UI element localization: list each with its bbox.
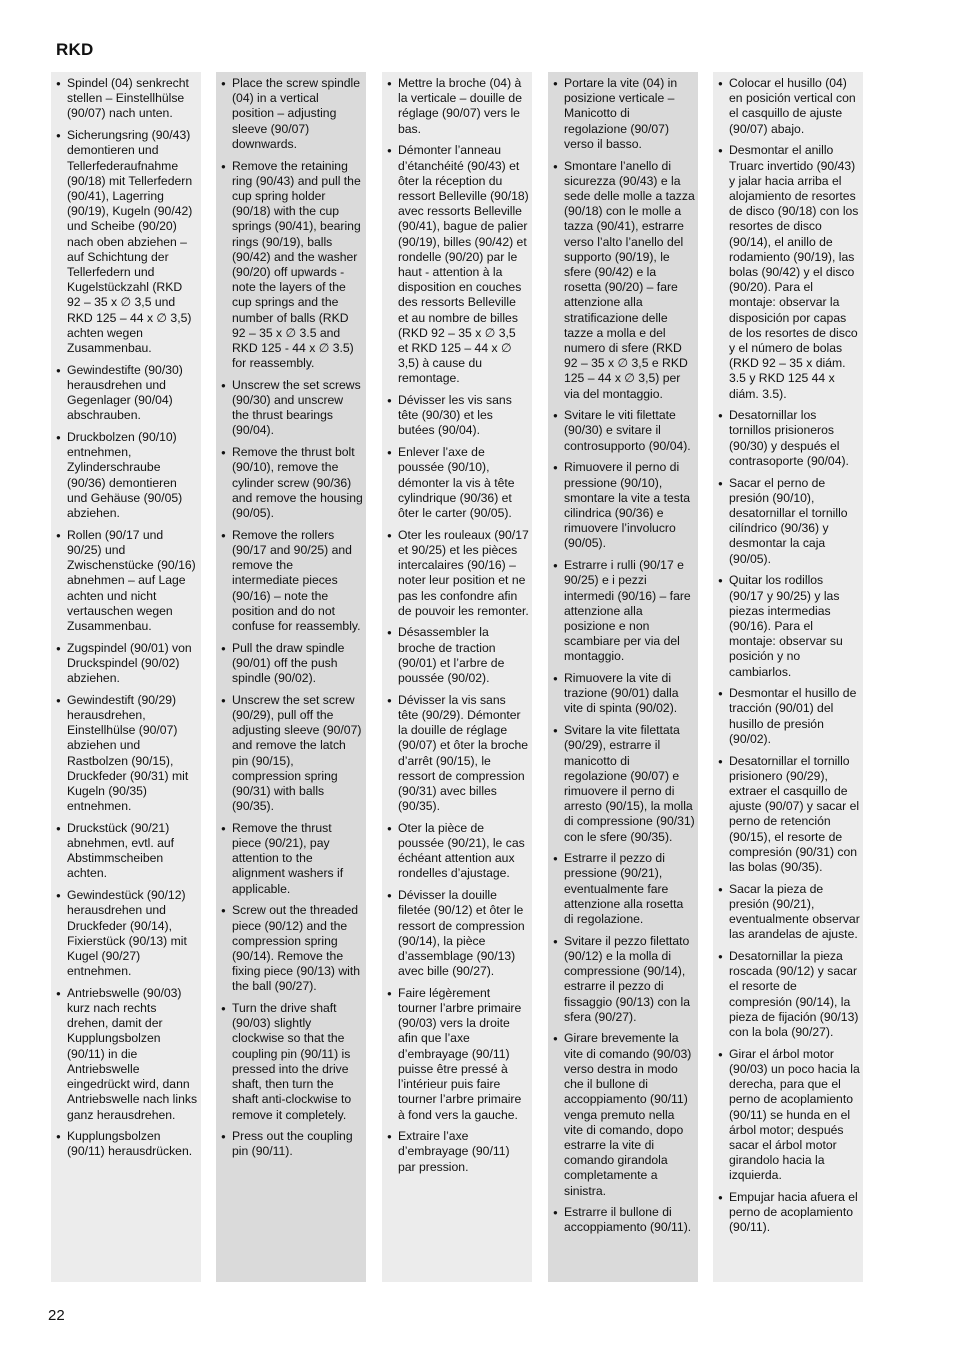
instruction-item: ● Extraire l’axe d’embrayage (90/11) par pression. (386, 1129, 529, 1175)
instruction-item: ● Oter la pièce de poussée (90/21), le cas échéant attention aux rondelles d’ajustage. (386, 821, 529, 882)
instruction-item: ● Estrarre il bullone di accoppiamento (90/11). (552, 1205, 695, 1235)
instruction-item: ● Remove the thrust piece (90/21), pay attention to the alignment washers if applicable. (220, 821, 363, 897)
instruction-item: ● Turn the drive shaft (90/03) slightly clockwise so that the coupling pin (90/11) is pressed into the drive shaft, then turn the shaft anti-clockwise to remove it completely. (220, 1001, 363, 1123)
column-english (216, 72, 366, 1282)
instruction-item: ● Desmontar el husillo de tracción (90/01) del husillo de presión (90/02). (717, 686, 860, 747)
instruction-item: ● Smontare l’anello di sicurezza (90/43) e la sede delle molle a tazza (90/18) con le molle a tazza (90/41), estrarre verso l’alto l’anello del supporto (90/19), le sfere (90/42) e la rosetta (90/20) – fare attenzione alla stratificazione delle tazze a molla e del numero di sfere (RKD 92 – 35 x ∅ 3,5 e RKD 125 – 44 x ∅ 3,5) per via del montaggio. (552, 159, 695, 402)
instruction-item: ● Dévisser la vis sans tête (90/29). Démonter la douille de réglage (90/07) et ôter la broche d’arrêt (90/15), le ressort de compression (90/31) avec billes (90/35). (386, 693, 529, 815)
instruction-item: ● Desatornillar el tornillo prisionero (90/29), extraer el casquillo de ajuste (90/07) y sacar el perno de retención (90/15), el resorte de compresión (90/31) con las bolas (90/35). (717, 754, 860, 876)
instruction-item: ● Oter les rouleaux (90/17 et 90/25) et les pièces intercalaires (90/16) – noter leur position et ne pas les confondre afin de pouvoir les remonter. (386, 528, 529, 619)
instruction-item: ● Remove the rollers (90/17 and 90/25) and remove the intermediate pieces (90/16) – note the position and do not confuse for reassembly. (220, 528, 363, 634)
instruction-list (55, 76, 198, 1160)
instruction-item: ● Colocar el husillo (04) en posición vertical con el casquillo de ajuste (90/07) abajo. (717, 76, 860, 137)
instruction-list (386, 76, 529, 1175)
instruction-list (552, 76, 695, 1236)
instruction-item: ● Rimuovere la vite di trazione (90/01) dalla vite di spinta (90/02). (552, 671, 695, 717)
instruction-list (220, 76, 363, 1160)
instruction-item: ● Gewindestift (90/29) herausdrehen, Einstellhülse (90/07) abziehen und Rastbolzen (90/15), Druckfeder (90/31) mit Kugeln (90/35) entnehmen. (55, 693, 198, 815)
instruction-item: ● Estrarre il pezzo di pressione (90/21), eventualmente fare attenzione alla rosetta di regolazione. (552, 851, 695, 927)
instruction-item: ● Rollen (90/17 und 90/25) und Zwischenstücke (90/16) abnehmen – auf Lage achten und nicht vertauschen wegen Zusammenbau. (55, 528, 198, 634)
instruction-item: ● Rimuovere il perno di pressione (90/10), smontare la vite a testa cilindrica (90/36) e rimuovere l’involucro (90/05). (552, 460, 695, 551)
instruction-item: ● Pull the draw spindle (90/01) off the push spindle (90/02). (220, 641, 363, 687)
instruction-item: ● Unscrew the set screw (90/29), pull off the adjusting sleeve (90/07) and remove the latch pin (90/15), compression spring (90/31) with balls (90/35). (220, 693, 363, 815)
instruction-item: ● Girare brevemente la vite di comando (90/03) verso destra in modo che il bullone di accoppiamento (90/11) venga premuto nella vite di comando, dopo estrarre la vite di comando girandola completamente a sinistra. (552, 1031, 695, 1198)
instruction-item: ● Desmontar el anillo Truarc invertido (90/43) y jalar hacia arriba el alojamiento de resortes de disco (90/18) con los resortes de disco (90/14), el anillo de rodamiento (90/19), las bolas (90/42) y el disco (90/20). Para el montaje: observar la disposición por capas de los resortes de disco y el número de bolas (RKD 92 – 35 x diám. 3.5 y RKD 125 44 x diám. 3.5). (717, 143, 860, 401)
instruction-item: ● Mettre la broche (04) à la verticale – douille de réglage (90/07) vers le bas. (386, 76, 529, 137)
instruction-item: ● Press out the coupling pin (90/11). (220, 1129, 363, 1159)
instruction-item: ● Empujar hacia afuera el perno de acoplamiento (90/11). (717, 1190, 860, 1236)
instruction-item: ● Sacar el perno de presión (90/10), desatornillar el tornillo cilíndrico (90/36) y desmontar la caja (90/05). (717, 476, 860, 567)
instruction-item: ● Desatornillar los tornillos prisioneros (90/30) y después el contrasoporte (90/04). (717, 408, 860, 469)
instruction-item: ● Svitare le viti filettate (90/30) e svitare il controsupporto (90/04). (552, 408, 695, 454)
instruction-item: ● Enlever l’axe de poussée (90/10), démonter la vis à tête cylindrique (90/36) et ôter le carter (90/05). (386, 445, 529, 521)
document-title: RKD (56, 40, 94, 59)
instruction-item: ● Druckbolzen (90/10) entnehmen, Zylinderschraube (90/36) demontieren und Gehäuse (90/05) abziehen. (55, 430, 198, 521)
instruction-item: ● Svitare il pezzo filettato (90/12) e la molla di compressione (90/14), estrarre il pezzo di fissaggio (90/13) con la sfera (90/27). (552, 934, 695, 1025)
instruction-item: ● Sicherungsring (90/43) demontieren und Tellerfederaufnahme (90/18) mit Tellerfedern (90/41), Lagerring (90/19), Kugeln (90/42) und Scheibe (90/20) nach oben abziehen – auf Schichtung der Tellerfedern und Kugelstückzahl (RKD 92 – 35 x ∅ 3,5 und RKD 125 – 44 x ∅ 3,5) achten wegen Zusammenbau. (55, 128, 198, 356)
instruction-item: ● Antriebswelle (90/03) kurz nach rechts drehen, damit der Kupplungsbolzen (90/11) in die Antriebswelle eingedrückt wird, dann Antriebswelle nach links ganz herausdrehen. (55, 986, 198, 1123)
instruction-item: ● Druckstück (90/21) abnehmen, evtl. auf Abstimmscheiben achten. (55, 821, 198, 882)
instruction-item: ● Desatornillar la pieza roscada (90/12) y sacar el resorte de compresión (90/14), la pieza de fijación (90/13) con la bola (90/27). (717, 949, 860, 1040)
instruction-item: ● Estrarre i rulli (90/17 e 90/25) e i pezzi intermedi (90/16) – fare attenzione alla posizione e non scambiare per via del montaggio. (552, 558, 695, 664)
instruction-item: ● Girar el árbol motor (90/03) un poco hacia la derecha, para que el perno de acoplamiento (90/11) se hunda en el árbol motor; después sacar el árbol motor girandolo hacia la izquierda. (717, 1047, 860, 1184)
instruction-item: ● Dévisser les vis sans tête (90/30) et les butées (90/04). (386, 393, 529, 439)
instruction-item: ● Remove the retaining ring (90/43) and pull the cup spring holder (90/18) with the cup springs (90/41), bearing rings (90/19), balls (90/42) and the washer (90/20) off upwards - note the layers of the cup springs and the number of balls (RKD 92 – 35 x ∅ 3.5 and RKD 125 - 44 x ∅ 3.5) for reassembly. (220, 159, 363, 372)
instruction-item: ● Désassembler la broche de traction (90/01) et l’arbre de poussée (90/02). (386, 625, 529, 686)
instruction-item: ● Faire légèrement tourner l’arbre primaire (90/03) vers la droite afin que l’axe d’embrayage (90/11) puisse être pressé à l’intérieur puis faire tourner l’arbre primaire à fond vers la gauche. (386, 986, 529, 1123)
instruction-item: ● Gewindestifte (90/30) herausdrehen und Gegenlager (90/04) abschrauben. (55, 363, 198, 424)
page-number: 22 (48, 1307, 65, 1324)
instruction-item: ● Spindel (04) senkrecht stellen – Einstellhülse (90/07) nach unten. (55, 76, 198, 122)
column-french (382, 72, 532, 1282)
column-italian (548, 72, 698, 1282)
instruction-item: ● Portare la vite (04) in posizione verticale – Manicotto di regolazione (90/07) verso il basso. (552, 76, 695, 152)
instruction-item: ● Place the screw spindle (04) in a vertical position – adjusting sleeve (90/07) downwards. (220, 76, 363, 152)
instruction-item: ● Démonter l’anneau d’étanchéité (90/43) et ôter la réception du ressort Belleville (90/18) avec ressorts Belleville (90/41), bague de palier (90/19), billes (90/42) et rondelle (90/20) par le haut - attention à la disposition en couches des ressorts Belleville et au nombre de billes (RKD 92 – 35 x ∅ 3,5 et RKD 125 – 44 x ∅ 3,5) à cause du remontage. (386, 143, 529, 386)
instruction-item: ● Zugspindel (90/01) von Druckspindel (90/02) abziehen. (55, 641, 198, 687)
instruction-item: ● Quitar los rodillos (90/17 y 90/25) y las piezas intermedias (90/16). Para el montaje: observar su posición y no cambiarlos. (717, 573, 860, 679)
instruction-item: ● Svitare la vite filettata (90/29), estrarre il manicotto di regolazione (90/07) e rimuovere il perno di arresto (90/15), la molla di compressione (90/31) con le sfere (90/35). (552, 723, 695, 845)
instruction-item: ● Gewindestück (90/12) herausdrehen und Druckfeder (90/14), Fixierstück (90/13) mit Kugel (90/27) entnehmen. (55, 888, 198, 979)
instruction-item: ● Dévisser la douille filetée (90/12) et ôter le ressort de compression (90/14), la pièce d’assemblage (90/13) avec bille (90/27). (386, 888, 529, 979)
column-german (51, 72, 201, 1282)
instruction-item: ● Remove the thrust bolt (90/10), remove the cylinder screw (90/36) and remove the housing (90/05). (220, 445, 363, 521)
instruction-list (717, 76, 860, 1236)
instruction-item: ● Unscrew the set screws (90/30) and unscrew the thrust bearings (90/04). (220, 378, 363, 439)
instruction-item: ● Sacar la pieza de presión (90/21), eventualmente observar las arandelas de ajuste. (717, 882, 860, 943)
instruction-item: ● Screw out the threaded piece (90/12) and the compression spring (90/14). Remove the fixing piece (90/13) with the ball (90/27). (220, 903, 363, 994)
instruction-item: ● Kupplungsbolzen (90/11) herausdrücken. (55, 1129, 198, 1159)
column-spanish (713, 72, 863, 1282)
